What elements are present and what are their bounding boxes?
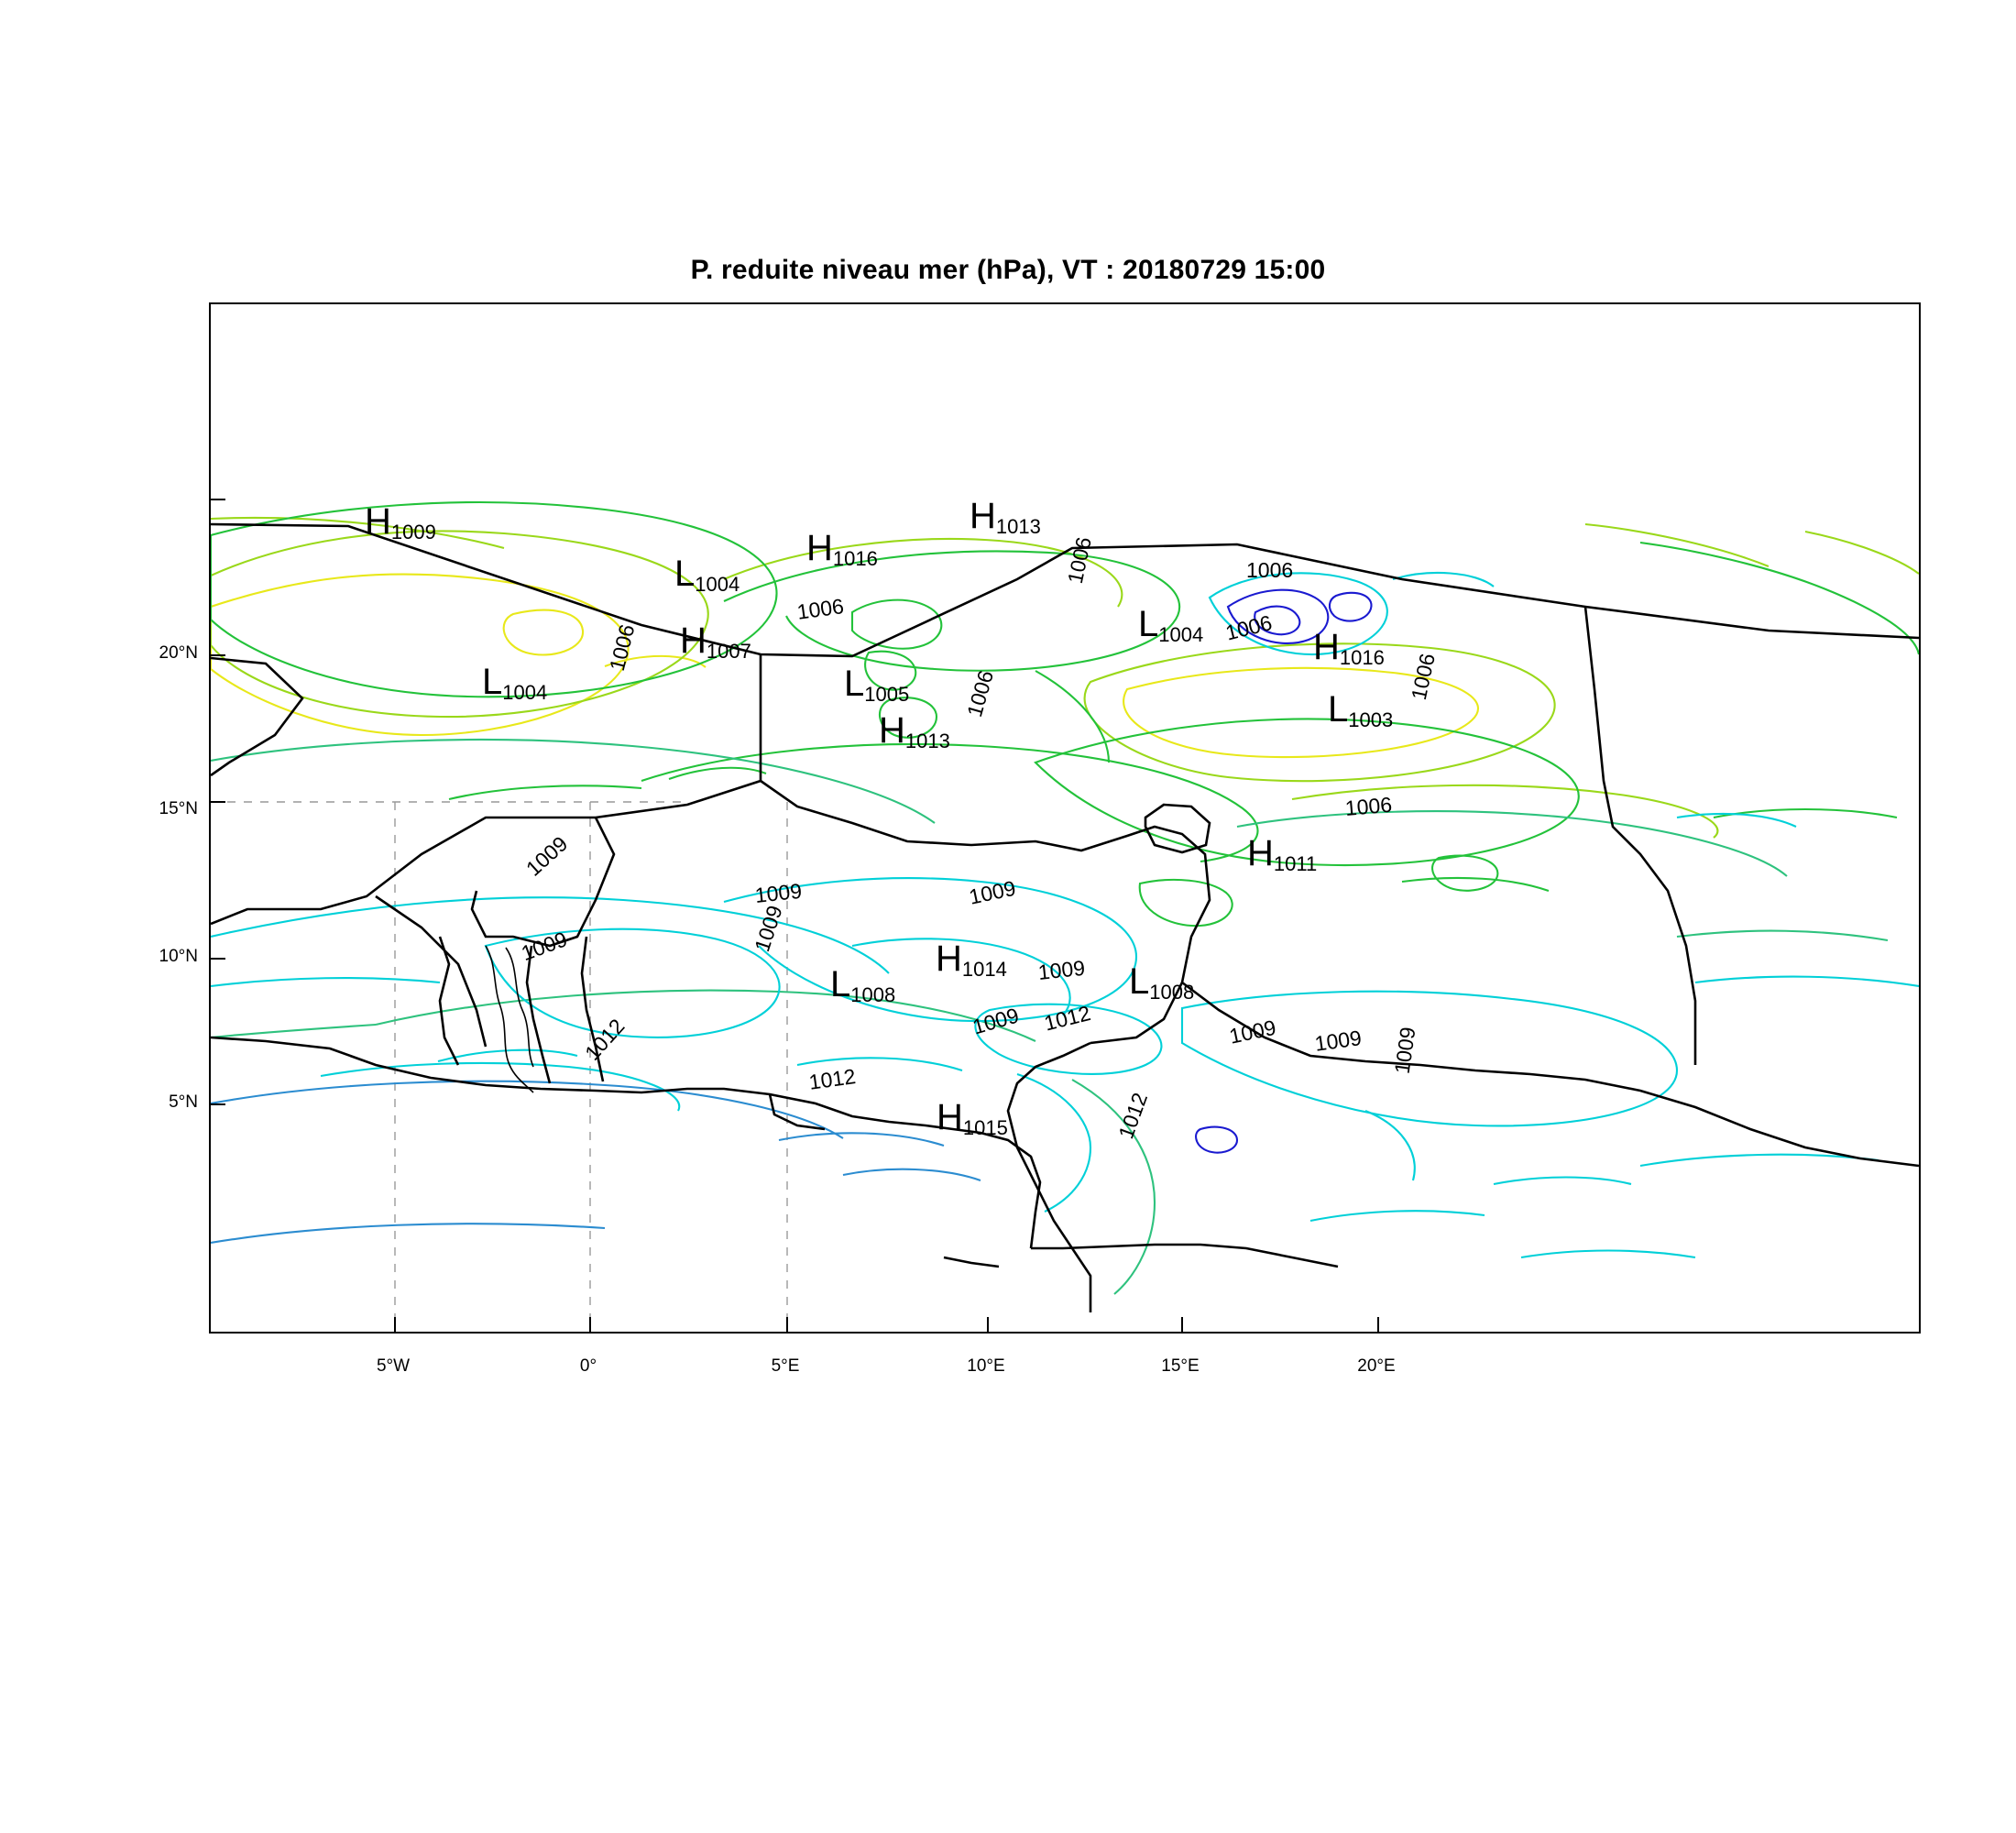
longitude-tick-label: 5°W [376,1356,411,1376]
pressure-center-l [1328,691,1393,732]
pressure-center-h [365,503,436,544]
pressure-center-value: 1008 [1149,981,1195,1004]
pressure-center-h [879,712,950,753]
pressure-center-symbol: L [1129,961,1150,1002]
pressure-center-l [830,966,895,1007]
contour-label: 1009 [520,831,573,881]
pressure-center-symbol: H [936,938,962,979]
country-borders [211,524,1919,1312]
pressure-center-value: 1005 [864,683,910,706]
pressure-center-symbol: H [937,1097,963,1137]
contour-label: 1006 [1406,651,1440,703]
contour-label: 1006 [604,621,640,674]
pressure-center-value: 1004 [1158,623,1204,646]
pressure-center-value: 1015 [962,1116,1008,1139]
contour-label: 1009 [970,1003,1022,1039]
contour-label: 1012 [1113,1089,1153,1142]
contour-label: 1006 [962,667,999,719]
pressure-center-value: 1014 [961,958,1007,981]
pressure-center-h [936,940,1007,982]
contour-label: 1006 [795,594,846,624]
contour-label: 1009 [967,875,1018,909]
pressure-center-value: 1003 [1348,708,1394,731]
longitude-tick-label: 15°E [1161,1356,1200,1376]
pressure-center-l [844,665,909,707]
pressure-center-h [970,498,1041,539]
latitude-tick-label: 15°N [159,799,198,818]
pressure-center-symbol: H [1247,833,1274,873]
pressure-center-value: 1016 [1339,646,1385,669]
latitude-tick-label: 20°N [159,643,198,663]
contour-label: 1009 [753,878,804,907]
graticule-lines [211,802,787,1332]
pressure-center-symbol: H [970,496,996,536]
pressure-center-symbol: L [844,664,865,704]
isobar-contours [211,502,1919,1294]
pressure-center-value: 1004 [695,573,740,596]
contour-label: 1009 [1389,1025,1420,1076]
contour-label: 1009 [1313,1026,1364,1056]
latitude-tick-label: 5°N [169,1092,198,1112]
contour-label: 1006 [1343,792,1394,820]
contour-label: 1009 [750,902,787,955]
pressure-center-symbol: L [830,964,851,1004]
page-title: P. reduite niveau mer (hPa), VT : 20180729 15:00 [690,255,1326,285]
pressure-center-value: 1013 [904,730,950,752]
pressure-center-h [806,530,878,571]
pressure-center-value: 1008 [850,983,896,1006]
contour-label: 1009 [1036,955,1087,984]
contour-label: 1012 [579,1014,630,1065]
pressure-center-l [482,664,547,705]
pressure-center-value: 1009 [390,521,436,543]
pressure-center-symbol: H [680,620,707,661]
pressure-center-l [1138,606,1203,647]
contour-label: 1006 [1222,610,1275,645]
pressure-center-l [674,555,740,597]
pressure-center-symbol: L [482,662,503,702]
lake-volta [486,946,533,1092]
contour-label: 1006 [1062,534,1096,587]
latitude-tick-label: 10°N [159,947,198,966]
pressure-center-h [1247,835,1317,876]
pressure-center-value: 1007 [706,640,751,663]
pressure-center-symbol: H [879,710,905,751]
pressure-center-symbol: L [1138,604,1159,644]
map-plot-area [209,302,1921,1334]
pressure-center-value: 1013 [995,515,1041,538]
contour-label: 1009 [1227,1015,1278,1048]
contour-label: 1009 [518,927,571,966]
pressure-center-value: 1004 [502,681,548,704]
pressure-center-symbol: L [1328,689,1349,730]
contour-label: 1006 [1246,558,1294,582]
longitude-tick-label: 5°E [771,1356,800,1376]
pressure-center-symbol: H [1313,627,1340,667]
longitude-tick-label: 0° [579,1356,597,1376]
pressure-center-symbol: L [674,554,696,594]
pressure-center-value: 1011 [1273,852,1318,875]
pressure-center-h [1313,629,1385,670]
pressure-center-symbol: H [365,501,391,542]
pressure-center-l [1129,963,1194,1004]
map-vector-layer [211,304,1919,1332]
longitude-tick-label: 10°E [967,1356,1005,1376]
longitude-tick-label: 20°E [1357,1356,1396,1376]
pressure-center-h [680,622,751,664]
pressure-center-h [937,1099,1008,1140]
pressure-center-value: 1016 [832,547,878,570]
contour-label: 1012 [1041,1001,1093,1036]
pressure-center-symbol: H [806,528,833,568]
contour-label: 1012 [807,1064,858,1094]
